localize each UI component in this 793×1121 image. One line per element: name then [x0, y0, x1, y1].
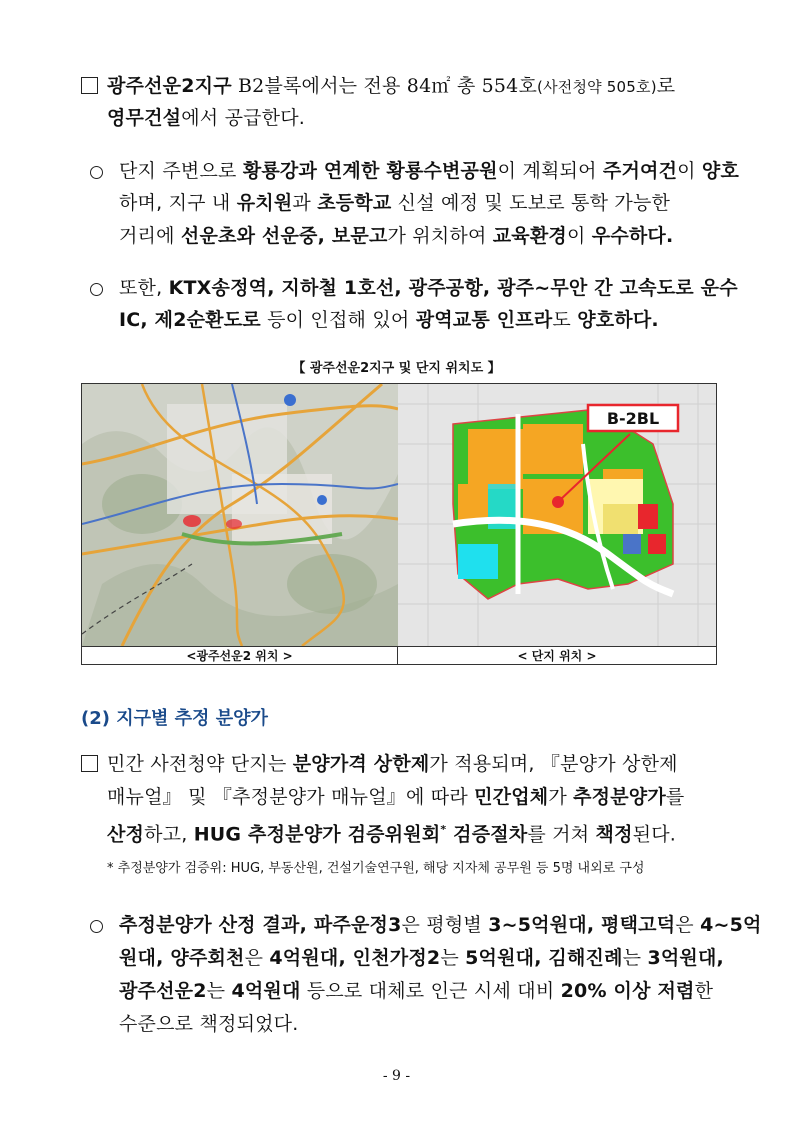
bullet1-line-3: 거리에 선운초와 선운중, 보문고가 위치하여 교육환경이 우수하다. — [119, 225, 674, 247]
circle-bullet-icon — [90, 283, 103, 296]
intro-line-2: 영무건설에서 공급한다. — [107, 107, 306, 129]
site-location-map — [398, 384, 716, 646]
page-number: - 9 - — [382, 1068, 411, 1084]
square-bullet-icon — [81, 755, 98, 772]
bullet3-line-3: 광주선운2는 4억원대 등으로 대체로 인근 시세 대비 20% 이상 저렴한 — [119, 980, 714, 1002]
right-map-caption: < 단지 위치 > — [398, 646, 716, 665]
bullet3-line-2: 원대, 양주회천은 4억원대, 인천가정2는 5억원대, 김해진례는 3억원대, — [119, 947, 724, 969]
para2-line-3: 산정하고, HUG 추정분양가 검증위원회* 검증절차를 거쳐 책정된다. — [107, 823, 677, 846]
district-name: 광주선운2지구 — [107, 75, 232, 97]
bullet3-line-4: 수준으로 책정되었다. — [119, 1013, 299, 1035]
circle-bullet-icon — [90, 166, 103, 179]
bullet1-line-2: 하며, 지구 내 유치원과 초등학교 신설 예정 및 도보로 통학 가능한 — [119, 192, 671, 214]
section-heading: (2) 지구별 추정 분양가 — [81, 708, 268, 729]
para2-line-2: 매뉴얼』 및 『추정분양가 매뉴얼』에 따라 민간업체가 추정분양가를 — [107, 786, 685, 808]
footnote-marker: * — [440, 823, 447, 836]
circle-bullet-icon — [90, 920, 103, 933]
footnote: * 추정분양가 검증위: HUG, 부동산원, 건설기술연구원, 해당 지자체 공무원 등 5명 내외로 구성 — [107, 861, 645, 876]
bullet1-line-1: 단지 주변으로 황룡강과 연계한 황룡수변공원이 계획되어 주거여건이 양호 — [119, 160, 740, 182]
left-map-caption: <광주선운2 위치 > — [82, 646, 398, 665]
block-label: B-2BL — [606, 409, 660, 428]
location-map-table — [81, 383, 717, 665]
bullet3-line-1: 추정분양가 산정 결과, 파주운정3은 평형별 3~5억원대, 평택고덕은 4~5억 — [119, 914, 762, 936]
site-map-image — [398, 384, 716, 646]
intro-line-1: 광주선운2지구 B2블록에서는 전용 84㎡ 총 554호(사전청약 505호)로 — [107, 75, 676, 97]
regional-location-map — [82, 384, 399, 646]
regional-map-image — [82, 384, 398, 646]
square-bullet-icon — [81, 77, 98, 94]
para2-line-1: 민간 사전청약 단지는 분양가격 상한제가 적용되며, 『분양가 상한제 — [107, 753, 678, 775]
bullet2-line-2: IC, 제2순환도로 등이 인접해 있어 광역교통 인프라도 양호하다. — [119, 309, 659, 331]
bullet2-line-1: 또한, KTX송정역, 지하철 1호선, 광주공항, 광주~무안 간 고속도로 운수 — [119, 277, 738, 299]
builder-name: 영무건설 — [107, 107, 182, 129]
figure-caption: 【 광주선운2지구 및 단지 위치도 】 — [292, 361, 501, 376]
